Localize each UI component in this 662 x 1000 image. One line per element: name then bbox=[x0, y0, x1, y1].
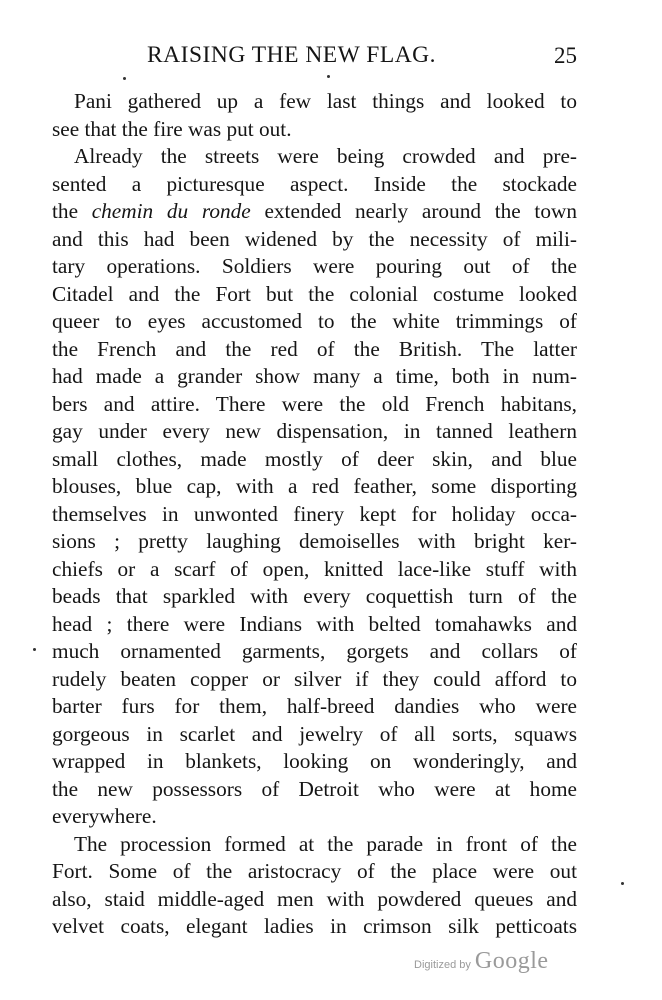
page-number: 25 bbox=[554, 43, 577, 68]
text-line: blouses, blue cap, with a red feather, some disporting bbox=[52, 474, 577, 498]
speck-mark bbox=[33, 648, 36, 651]
text-line: queer to eyes accustomed to the white trimmings of bbox=[52, 309, 577, 333]
speck-mark bbox=[621, 882, 624, 885]
running-head: RAISING THE NEW FLAG. bbox=[147, 42, 437, 68]
text-line: sented a picturesque aspect. Inside the stockade bbox=[52, 171, 577, 196]
text-line: barter furs for them, half-breed dandies who were bbox=[52, 694, 577, 718]
text-line: also, staid middle-aged men with powdered queues and bbox=[52, 886, 577, 911]
text-fragment: extended nearly around the town bbox=[250, 199, 578, 223]
text-line: Fort. Some of the aristocracy of the place were out bbox=[52, 859, 577, 883]
speck-mark bbox=[327, 75, 330, 78]
text-line: small clothes, made mostly of deer skin, and blue bbox=[52, 446, 577, 471]
text-line: gay under every new dispensation, in tanned leathern bbox=[52, 419, 577, 443]
text-line: Already the streets were being crowded and pre- bbox=[74, 144, 577, 168]
text-line: wrapped in blankets, looking on wonderingly, and bbox=[52, 749, 577, 773]
text-line: tary operations. Soldiers were pouring out of the bbox=[52, 254, 577, 278]
speck-mark bbox=[123, 77, 126, 80]
text-line: velvet coats, elegant ladies in crimson silk petticoats bbox=[52, 914, 577, 938]
text-line: The procession formed at the parade in front of the bbox=[74, 831, 577, 856]
digitization-watermark bbox=[414, 948, 549, 975]
text-line: had made a grander show many a time, both in num- bbox=[52, 364, 577, 388]
text-line: beads that sparkled with every coquettish turn of the bbox=[52, 584, 577, 608]
text-line: everywhere. bbox=[52, 804, 157, 828]
text-line: and this had been widened by the necessity of mili- bbox=[52, 226, 577, 251]
text-line: rudely beaten copper or silver if they could afford to bbox=[52, 666, 577, 691]
text-line: sions ; pretty laughing demoiselles with bright ker- bbox=[52, 529, 577, 553]
text-line: Citadel and the Fort but the colonial costume looked bbox=[52, 281, 577, 306]
page-header bbox=[52, 42, 577, 76]
text-line: see that the fire was put out. bbox=[52, 116, 292, 141]
watermark-prefix: Digitized by bbox=[414, 959, 471, 971]
text-line: the new possessors of Detroit who were at home bbox=[52, 776, 577, 801]
italic-phrase: chemin du ronde bbox=[91, 199, 251, 223]
text-line: the French and the red of the British. The latter bbox=[52, 336, 577, 361]
text-line: much ornamented garments, gorgets and collars of bbox=[52, 639, 577, 663]
text-line: head ; there were Indians with belted tomahawks and bbox=[52, 611, 577, 636]
watermark-brand: Google bbox=[474, 948, 549, 974]
text-fragment: the bbox=[52, 199, 92, 223]
text-line: themselves in unwonted finery kept for holiday occa- bbox=[52, 501, 577, 526]
text-line: chiefs or a scarf of open, knitted lace-like stuff with bbox=[52, 556, 577, 581]
text-line: bers and attire. There were the old French habitans, bbox=[52, 391, 577, 416]
text-line: Pani gathered up a few last things and looked to bbox=[74, 89, 577, 113]
text-line bbox=[52, 198, 577, 226]
body-text bbox=[52, 88, 577, 941]
text-line: gorgeous in scarlet and jewelry of all sorts, squaws bbox=[52, 721, 577, 746]
